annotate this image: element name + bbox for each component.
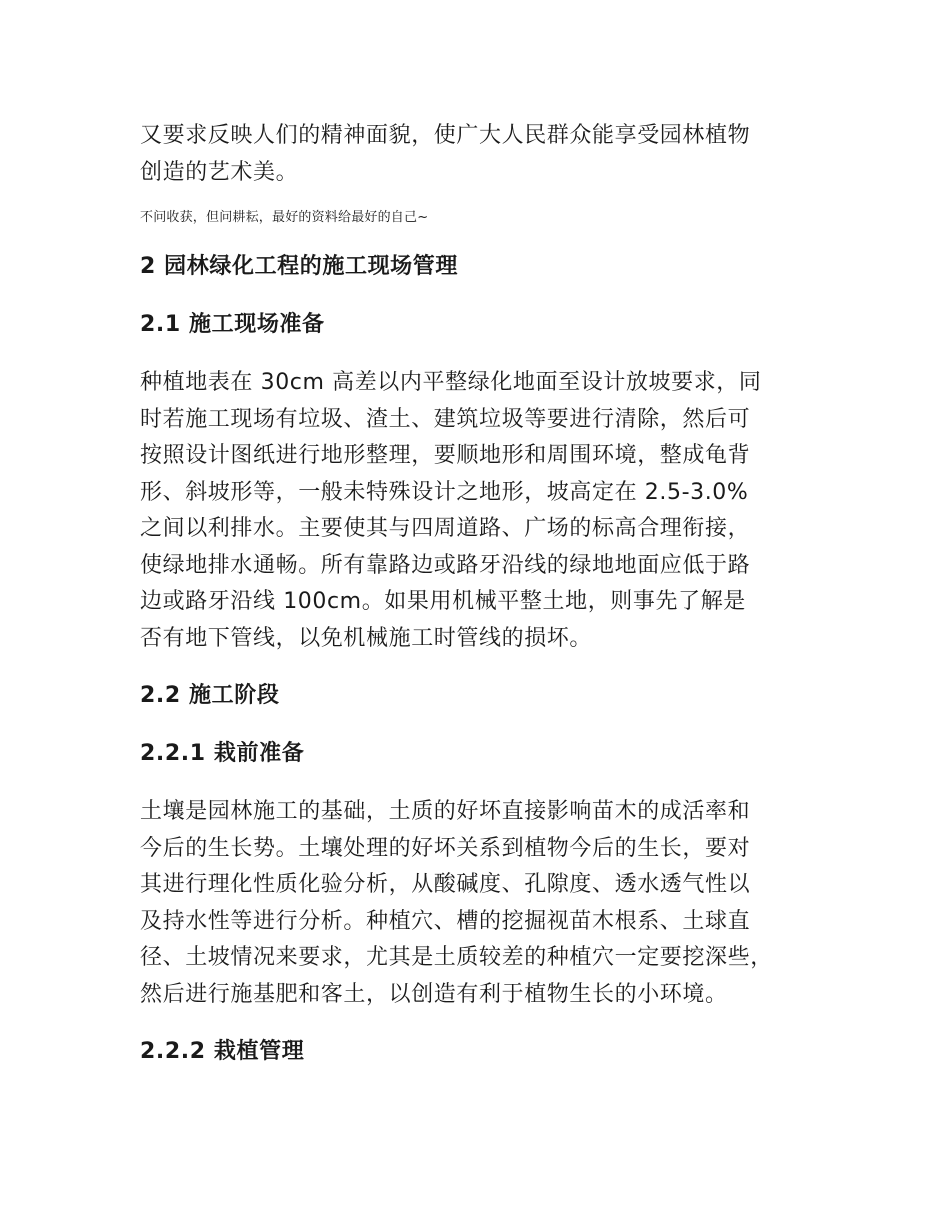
document-page [140, 118, 820, 1067]
section-2-title: 2 园林绿化工程的施工现场管理 [140, 254, 458, 279]
paragraph-line: 土壤是园林施工的基础，土质的好坏直接影响苗木的成活率和 [140, 799, 751, 824]
paragraph-line: 形、斜坡形等，一般未特殊设计之地形，坡高定在 2.5-3.0% [140, 479, 749, 505]
paragraph-line: 径、土坡情况来要求，尤其是土质较差的种植穴一定要挖深些， [140, 945, 773, 970]
paragraph-line: 之间以利排水。主要使其与四周道路、广场的标高合理衔接， [140, 516, 751, 541]
paragraph-line: 其进行理化性质化验分析，从酸碱度、孔隙度、透水透气性以 [140, 872, 751, 897]
paragraph-line: 及持水性等进行分析。种植穴、槽的挖掘视苗木根系、土球直 [140, 908, 751, 934]
paragraph-line: 种植地表在 30cm 高差以内平整绿化地面至设计放坡要求，同 [140, 370, 762, 395]
section-2-1-paragraph [140, 365, 820, 657]
section-2-2-2-title: 2.2.2 栽植管理 [140, 1039, 305, 1064]
paragraph-line: 时若施工现场有垃圾、渣土、建筑垃圾等要进行清除，然后可 [140, 406, 751, 432]
intro-paragraph [140, 118, 820, 191]
paragraph-line: 使绿地排水通畅。所有靠路边或路牙沿线的绿地地面应低于路 [140, 552, 751, 578]
section-2-2-title: 2.2 施工阶段 [140, 683, 280, 708]
footer-note: 不问收获，但问耕耘，最好的资料给最好的自己~ [140, 210, 429, 225]
section-2-2-1-title: 2.2.1 栽前准备 [140, 741, 305, 766]
section-2-2-1-paragraph [140, 794, 820, 1013]
paragraph-line: 边或路牙沿线 100cm。如果用机械平整土地，则事先了解是 [140, 589, 746, 614]
paragraph-line: 创造的艺术美。 [140, 159, 299, 185]
section-2-1-title: 2.1 施工现场准备 [140, 312, 325, 337]
paragraph-line: 否有地下管线，以免机械施工时管线的损坏。 [140, 625, 593, 651]
paragraph-line: 又要求反映人们的精神面貌，使广大人民群众能享受园林植物 [140, 123, 751, 148]
paragraph-line: 然后进行施基肥和客土，以创造有利于植物生长的小环境。 [140, 981, 728, 1007]
paragraph-line: 按照设计图纸进行地形整理，要顺地形和周围环境，整成龟背 [140, 443, 751, 468]
paragraph-line: 今后的生长势。土壤处理的好坏关系到植物今后的生长，要对 [140, 835, 751, 861]
